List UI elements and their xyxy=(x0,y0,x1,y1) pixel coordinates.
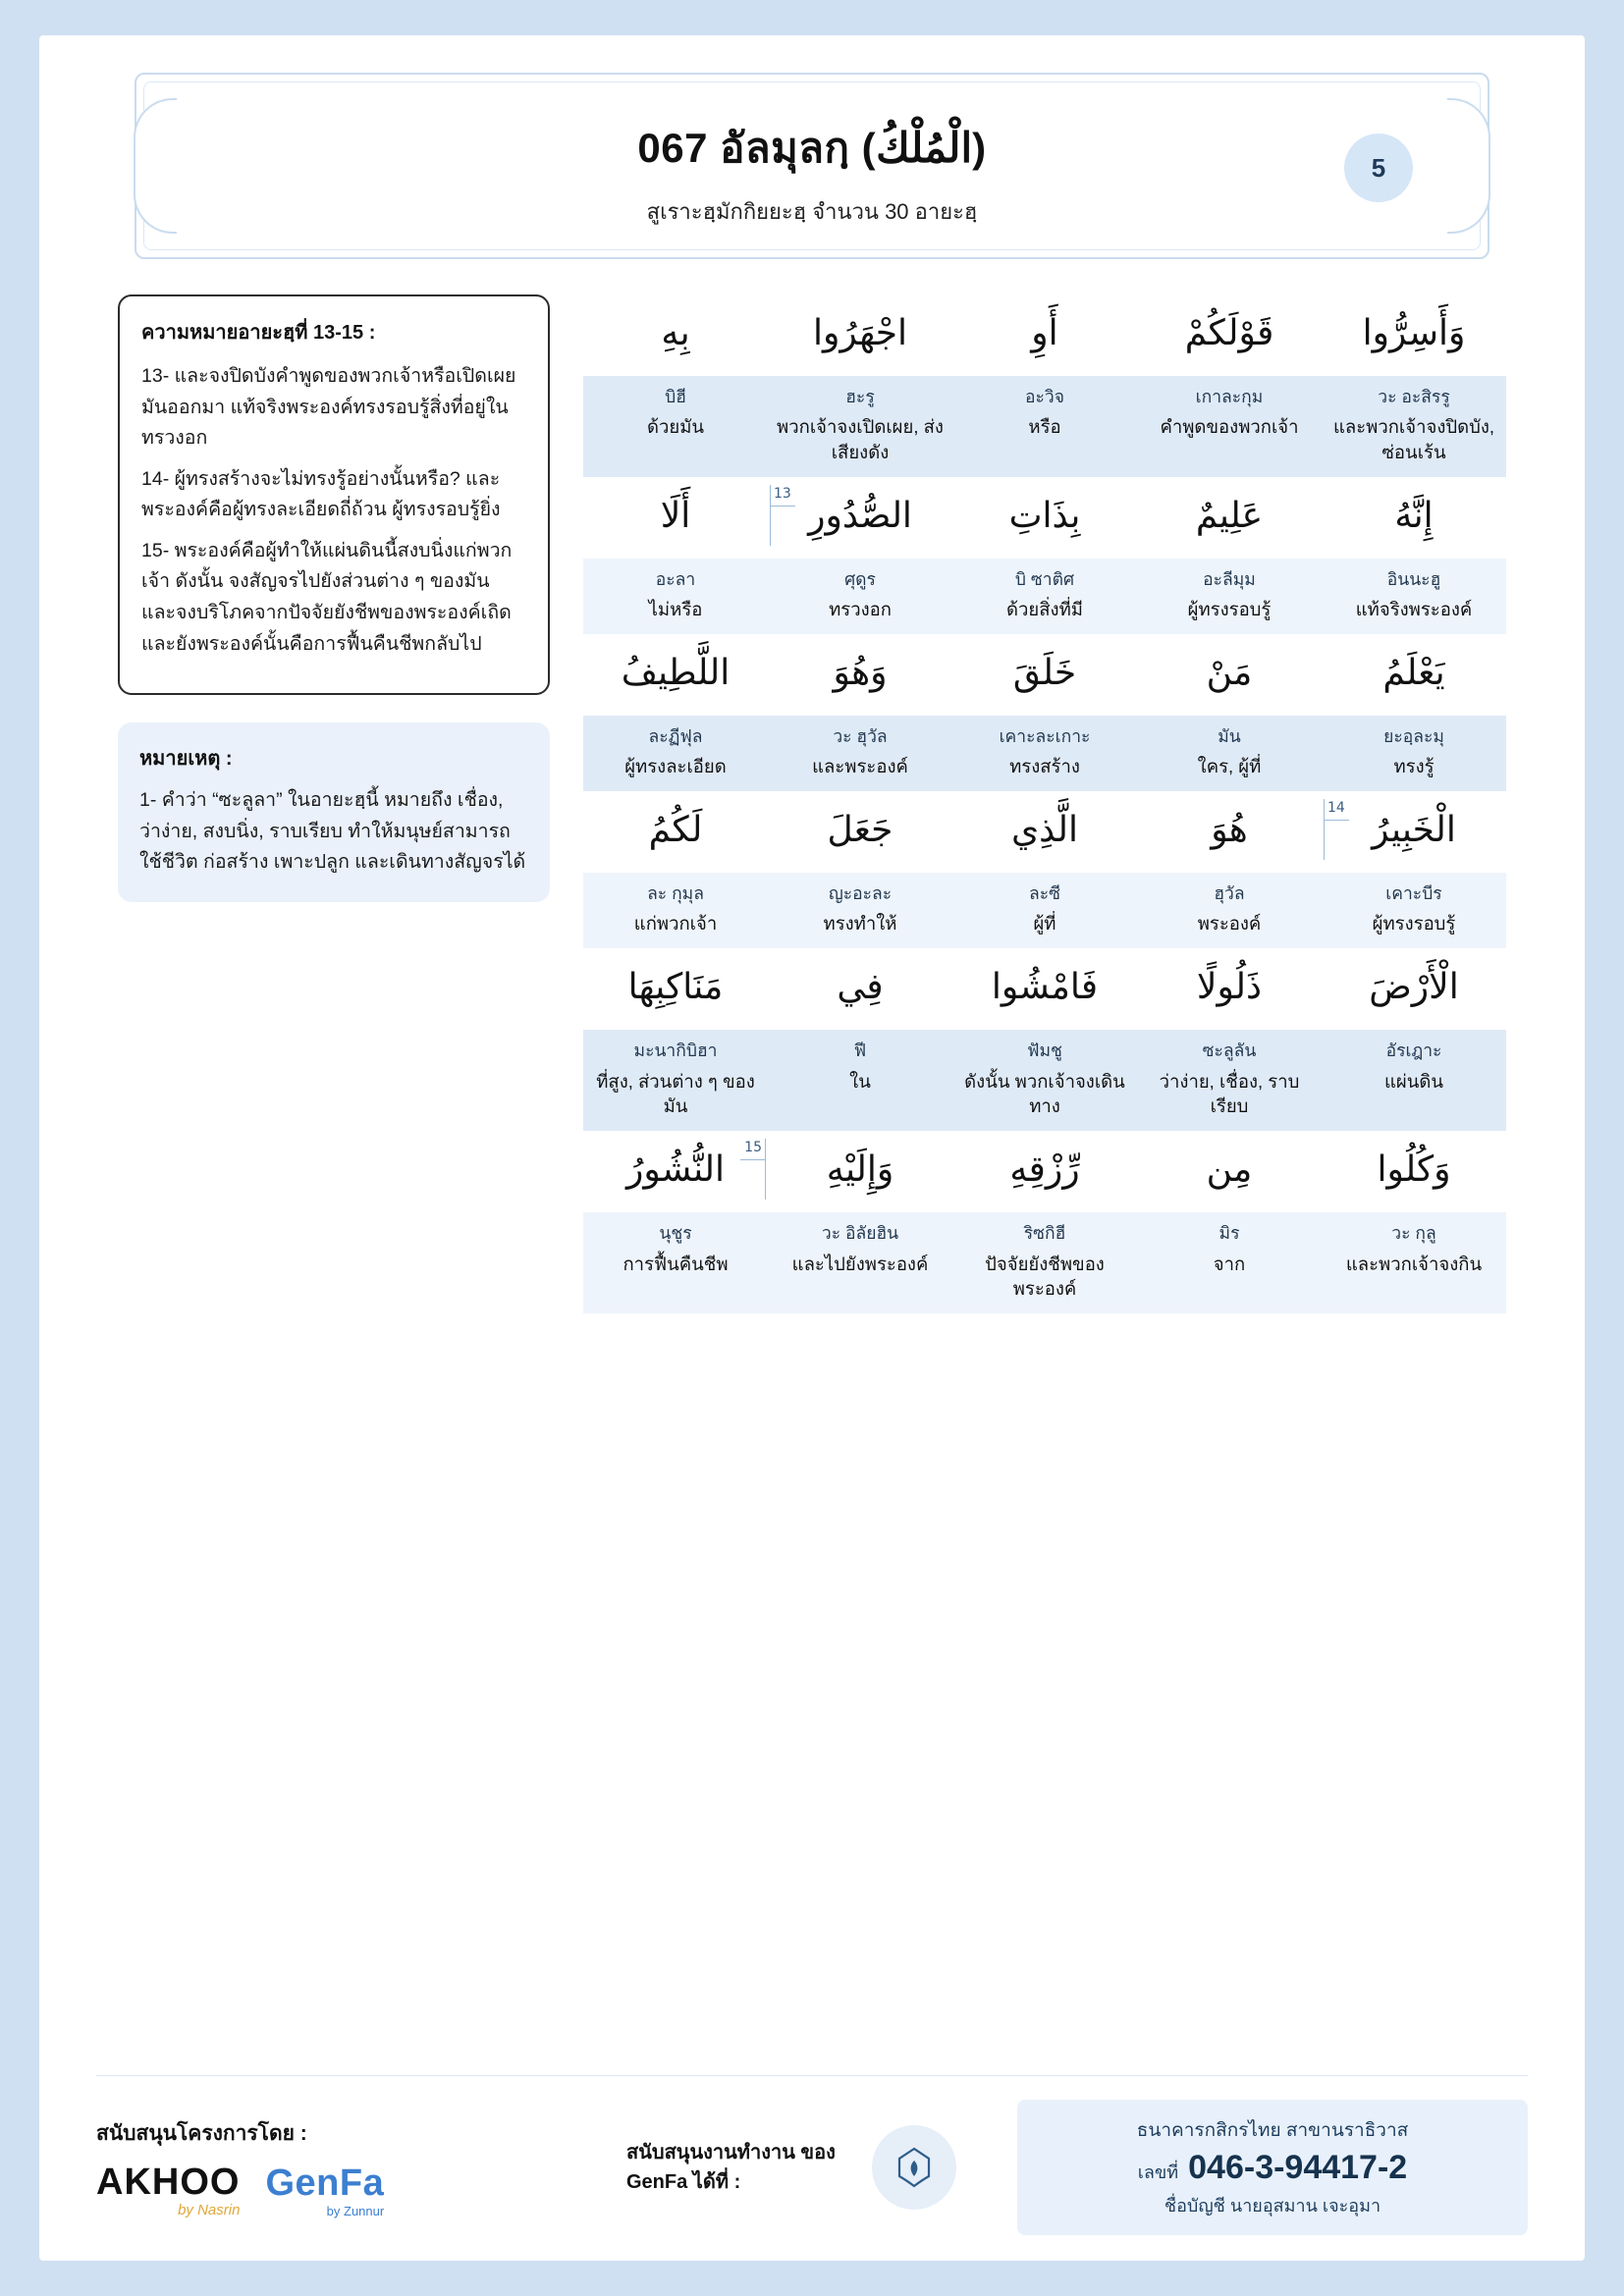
translation-cell xyxy=(1137,1212,1322,1313)
translation-row xyxy=(583,559,1506,635)
ayah-marker-rule xyxy=(765,1139,766,1200)
genfa-logo xyxy=(265,2164,384,2217)
arabic-word: الْأَرْضَ xyxy=(1369,967,1459,1008)
surah-title: 067 อัลมุลกฺ (الْمُلْكُ) xyxy=(637,125,987,171)
thai-meaning: และพวกเจ้าจงปิดบัง, ซ่อนเร้น xyxy=(1332,416,1495,463)
translation-cell xyxy=(1137,559,1322,635)
transliteration: มิร xyxy=(1218,1222,1240,1243)
translation-cell xyxy=(1322,1030,1506,1131)
arabic-word: عَلِيمٌ xyxy=(1195,496,1264,536)
akhoo-logo-subtext: by Nasrin xyxy=(178,2202,241,2218)
transliteration: ฟัมชู xyxy=(1027,1040,1062,1060)
translation-cell xyxy=(768,1212,952,1313)
transliteration: นุชูร xyxy=(659,1222,692,1243)
thai-meaning: การฟื้นคืนชีพ xyxy=(623,1253,729,1274)
translation-cell xyxy=(1137,1030,1322,1131)
bank-name: ธนาคารกสิกรไทย สาขานราธิวาส xyxy=(1136,2120,1409,2141)
meaning-note-line: 13- และจงปิดบังคำพูดของพวกเจ้าหรือเปิดเผยมันออกมา แท้จริงพระองค์ทรงรอบรู้สิ่งที่อยู่ในทรวงอก xyxy=(141,365,516,450)
account-number: 046-3-94417-2 xyxy=(1188,2149,1408,2186)
translation-cell xyxy=(1137,873,1322,949)
transliteration: อะลา xyxy=(655,568,696,589)
document-page xyxy=(39,35,1585,2261)
ayah-block xyxy=(583,1131,1506,1313)
support-work-label: สนับสนุนงานทำงาน ของ GenFa ได้ที่ : xyxy=(626,2142,836,2193)
transliteration: อะลีมุม xyxy=(1203,568,1256,589)
thai-meaning: ผู้ทรงรอบรู้ xyxy=(1372,913,1456,934)
transliteration: ศุดูร xyxy=(844,568,876,589)
arabic-word: مَنْ xyxy=(1206,653,1253,694)
arabic-row xyxy=(583,634,1506,716)
genfa-logo-subtext: by Zunnur xyxy=(326,2203,385,2218)
arabic-word: مِن xyxy=(1206,1149,1253,1191)
organization-seal-icon xyxy=(872,2125,956,2210)
translation-cell xyxy=(768,559,952,635)
thai-meaning: และพระองค์ xyxy=(812,756,908,777)
translation-cell xyxy=(768,376,952,477)
thai-meaning: พวกเจ้าจงเปิดเผย, ส่งเสียงดัง xyxy=(777,416,944,463)
translation-row xyxy=(583,873,1506,949)
thai-meaning: คำพูดของพวกเจ้า xyxy=(1160,416,1299,438)
translation-cell xyxy=(583,376,768,477)
genfa-logo-text: GenFa xyxy=(265,2162,385,2204)
translation-cell xyxy=(583,873,768,949)
thai-meaning: ผู้ทรงละเอียด xyxy=(624,756,727,777)
transliteration: วะ อิลัยฮิน xyxy=(821,1222,899,1243)
arabic-word: إِنَّهُ xyxy=(1394,496,1434,536)
translation-cell xyxy=(583,716,768,792)
page-number-badge: 5 xyxy=(1344,133,1413,202)
translation-cell xyxy=(952,716,1137,792)
arabic-word: وَأَسِرُّوا xyxy=(1362,313,1466,353)
arabic-word: وَهُوَ xyxy=(833,653,888,694)
translation-cell xyxy=(1322,559,1506,635)
arabic-row xyxy=(583,948,1506,1030)
arabic-word: ذَلُولًا xyxy=(1196,967,1263,1008)
akhoo-logo-text: AKHOO xyxy=(96,2162,241,2203)
thai-meaning: และไปยังพระองค์ xyxy=(791,1253,929,1274)
thai-meaning: ทรงสร้าง xyxy=(1009,756,1080,777)
transliteration: ฮุวัล xyxy=(1214,882,1245,903)
transliteration: ละ กุมุล xyxy=(647,882,704,903)
thai-meaning: ใคร, ผู้ที่ xyxy=(1197,756,1262,777)
thai-meaning: หรือ xyxy=(1028,416,1061,438)
account-label: เลขที่ xyxy=(1137,2163,1179,2182)
translation-cell xyxy=(583,1212,768,1313)
transliteration: เกาละกุม xyxy=(1195,386,1264,406)
thai-meaning: แผ่นดิน xyxy=(1383,1070,1444,1092)
transliteration: อินนะฮู xyxy=(1386,568,1441,589)
meaning-note-card xyxy=(118,294,550,695)
translation-cell xyxy=(952,1030,1137,1131)
arabic-word: جَعَلَ xyxy=(827,810,893,851)
arabic-row xyxy=(583,294,1506,376)
thai-meaning: แท้จริงพระองค์ xyxy=(1355,599,1473,620)
translation-cell xyxy=(768,1030,952,1131)
transliteration: วะ อะสิรรู xyxy=(1378,386,1450,406)
arabic-word: قَوْلَكُمْ xyxy=(1184,313,1274,353)
transliteration: ซะลูลัน xyxy=(1202,1040,1257,1060)
ayah-block xyxy=(583,791,1506,948)
thai-meaning: ทรวงอก xyxy=(829,599,892,620)
translation-cell xyxy=(768,716,952,792)
account-owner: ชื่อบัญชี นายอุสมาน เจะอุมา xyxy=(1164,2196,1381,2216)
arabic-row xyxy=(583,791,1506,873)
page-footer xyxy=(96,2075,1528,2235)
transliteration: อัรเฎาะ xyxy=(1385,1040,1442,1060)
transliteration: มัน xyxy=(1218,725,1241,746)
header-titles xyxy=(135,116,1489,229)
support-label: สนับสนุนโครงการโดย : xyxy=(96,2122,307,2145)
thai-meaning: จาก xyxy=(1213,1253,1246,1274)
arabic-word: مَنَاكِبِهَا xyxy=(627,967,724,1008)
bank-details xyxy=(1017,2100,1528,2235)
translation-cell xyxy=(1322,376,1506,477)
thai-meaning: ผู้ที่ xyxy=(1033,913,1056,934)
ayah-marker-rule xyxy=(770,485,771,546)
ayah-number-marker: 13 xyxy=(770,485,795,507)
transliteration: ริซกิฮี xyxy=(1023,1222,1066,1243)
arabic-word: أَوِ xyxy=(1031,313,1058,353)
translation-cell xyxy=(1322,1212,1506,1313)
arabic-word: بِذَاتِ xyxy=(1008,496,1081,536)
arabic-word: الَّذِي xyxy=(1010,810,1079,851)
arabic-word: رِّزْقِهِ xyxy=(1009,1149,1080,1191)
transliteration: ฟี xyxy=(853,1040,867,1060)
transliteration: วะ ฮุวัล xyxy=(833,725,888,746)
arabic-word: اجْهَرُوا xyxy=(812,313,908,353)
ayah-block xyxy=(583,477,1506,634)
bank-account-line xyxy=(1051,2149,1494,2187)
ayah-grid xyxy=(583,294,1506,1313)
transliteration: ฮะรู xyxy=(845,386,875,406)
thai-meaning: แก่พวกเจ้า xyxy=(633,913,718,934)
arabic-word: أَلَا xyxy=(660,496,691,536)
translation-cell xyxy=(952,559,1137,635)
transliteration: เคาะบีร xyxy=(1385,882,1442,903)
arabic-word: فِي xyxy=(837,967,884,1008)
thai-meaning: และพวกเจ้าจงกิน xyxy=(1345,1253,1483,1274)
sponsor-logos xyxy=(96,2163,607,2217)
transliteration: ยะอฺละมุ xyxy=(1383,725,1444,746)
thai-meaning: ด้วยสิ่งที่มี xyxy=(1006,599,1083,620)
arabic-word: يَعْلَمُ xyxy=(1382,653,1445,694)
translation-cell xyxy=(1322,716,1506,792)
meaning-note-title: ความหมายอายะฮฺที่ 13-15 : xyxy=(141,322,376,344)
arabic-word xyxy=(583,1137,768,1202)
translation-cell xyxy=(583,1030,768,1131)
transliteration: มะนากิบิฮา xyxy=(633,1040,718,1060)
translation-cell xyxy=(768,873,952,949)
page-body xyxy=(96,294,1528,1313)
remark-text: 1- คำว่า “ซะลูลา” ในอายะฮฺนี้ หมายถึง เชื่อง, ว่าง่าย, สงบนิ่ง, ราบเรียบ ทำให้มนุษย์สามารถใช้ชีวิต ก่อสร้าง เพาะปลูก และเดินทางสัญจรได้ xyxy=(139,789,526,874)
meaning-note-line: 15- พระองค์คือผู้ทำให้แผ่นดินนี้สงบนิ่งแก่พวกเจ้า ดังนั้น จงสัญจรไปยังส่วนต่าง ๆ ของมัน และจงบริโภคจากปัจจัยยังชีพของพระองค์เถิด และยังพระองค์นั้นคือการฟื้นคืนชีพกลับไป xyxy=(141,539,513,655)
ayah-block xyxy=(583,948,1506,1131)
arabic-word xyxy=(1322,797,1506,863)
arabic-word: خَلَقَ xyxy=(1012,653,1077,694)
transliteration: ละซี xyxy=(1028,882,1060,903)
thai-meaning: ปัจจัยยังชีพของพระองค์ xyxy=(985,1253,1105,1300)
translation-row xyxy=(583,1212,1506,1313)
arabic-word-text: الْخَبِيرُ xyxy=(1372,810,1456,851)
transliteration: ญะอะละ xyxy=(828,882,893,903)
remark-card xyxy=(118,722,550,902)
arabic-row xyxy=(583,1131,1506,1212)
transliteration: วะ กุลู xyxy=(1391,1222,1436,1243)
arabic-word: فَامْشُوا xyxy=(991,967,1099,1008)
arabic-word: بِهِ xyxy=(661,313,690,353)
ayah-number-marker: 14 xyxy=(1324,799,1349,821)
thai-meaning: ไม่หรือ xyxy=(648,599,703,620)
remark-title: หมายเหตุ : xyxy=(139,748,233,771)
translation-cell xyxy=(952,1212,1137,1313)
footer-sponsors xyxy=(96,2117,607,2217)
transliteration: อะวิจ xyxy=(1025,386,1064,406)
thai-meaning: ที่สูง, ส่วนต่าง ๆ ของมัน xyxy=(596,1070,755,1117)
thai-meaning: ว่าง่าย, เชื่อง, ราบเรียบ xyxy=(1159,1070,1300,1117)
page-header xyxy=(135,73,1489,259)
meaning-note-line: 14- ผู้ทรงสร้างจะไม่ทรงรู้อย่างนั้นหรือ? และพระองค์คือผู้ทรงละเอียดถี่ถ้วน ผู้ทรงรอบรู้ยิ่ง xyxy=(141,467,501,521)
left-column xyxy=(118,294,550,1313)
thai-meaning: พระองค์ xyxy=(1197,913,1262,934)
translation-row xyxy=(583,1030,1506,1131)
arabic-word: وَكُلُوا xyxy=(1377,1149,1451,1191)
ayah-number-marker: 15 xyxy=(740,1139,766,1160)
translation-cell xyxy=(1322,873,1506,949)
translation-cell xyxy=(583,559,768,635)
arabic-word: اللَّطِيفُ xyxy=(621,653,731,694)
translation-row xyxy=(583,376,1506,477)
transliteration: ละฏีฟุล xyxy=(648,725,703,746)
translation-row xyxy=(583,716,1506,792)
transliteration: เคาะละเกาะ xyxy=(999,725,1091,746)
arabic-word xyxy=(768,483,952,549)
translation-cell xyxy=(952,376,1137,477)
translation-cell xyxy=(1137,376,1322,477)
arabic-word: هُوَ xyxy=(1211,810,1248,851)
transliteration: บิฮี xyxy=(665,386,686,406)
translation-cell xyxy=(952,873,1137,949)
thai-meaning: ทรงรู้ xyxy=(1393,756,1435,777)
surah-subtitle: สูเราะฮฺมักกิยยะฮฺ จำนวน 30 อายะฮฺ xyxy=(646,199,978,224)
transliteration: บิ ซาติศ xyxy=(1014,568,1075,589)
ayah-marker-rule xyxy=(1324,799,1325,860)
arabic-word-text: الصُّدُورِ xyxy=(808,496,912,536)
akhoo-logo xyxy=(96,2163,240,2217)
ayah-block xyxy=(583,634,1506,791)
arabic-row xyxy=(583,477,1506,559)
arabic-word-text: النُّشُورُ xyxy=(626,1149,725,1191)
thai-meaning: ใน xyxy=(849,1070,871,1092)
thai-meaning: ทรงทำให้ xyxy=(823,913,897,934)
arabic-word: وَإِلَيْهِ xyxy=(826,1149,894,1191)
arabic-word: لَكُمُ xyxy=(648,810,703,851)
thai-meaning: ผู้ทรงรอบรู้ xyxy=(1187,599,1272,620)
ayah-block xyxy=(583,294,1506,477)
thai-meaning: ด้วยมัน xyxy=(646,416,705,438)
thai-meaning: ดังนั้น พวกเจ้าจงเดินทาง xyxy=(964,1070,1125,1117)
translation-cell xyxy=(1137,716,1322,792)
